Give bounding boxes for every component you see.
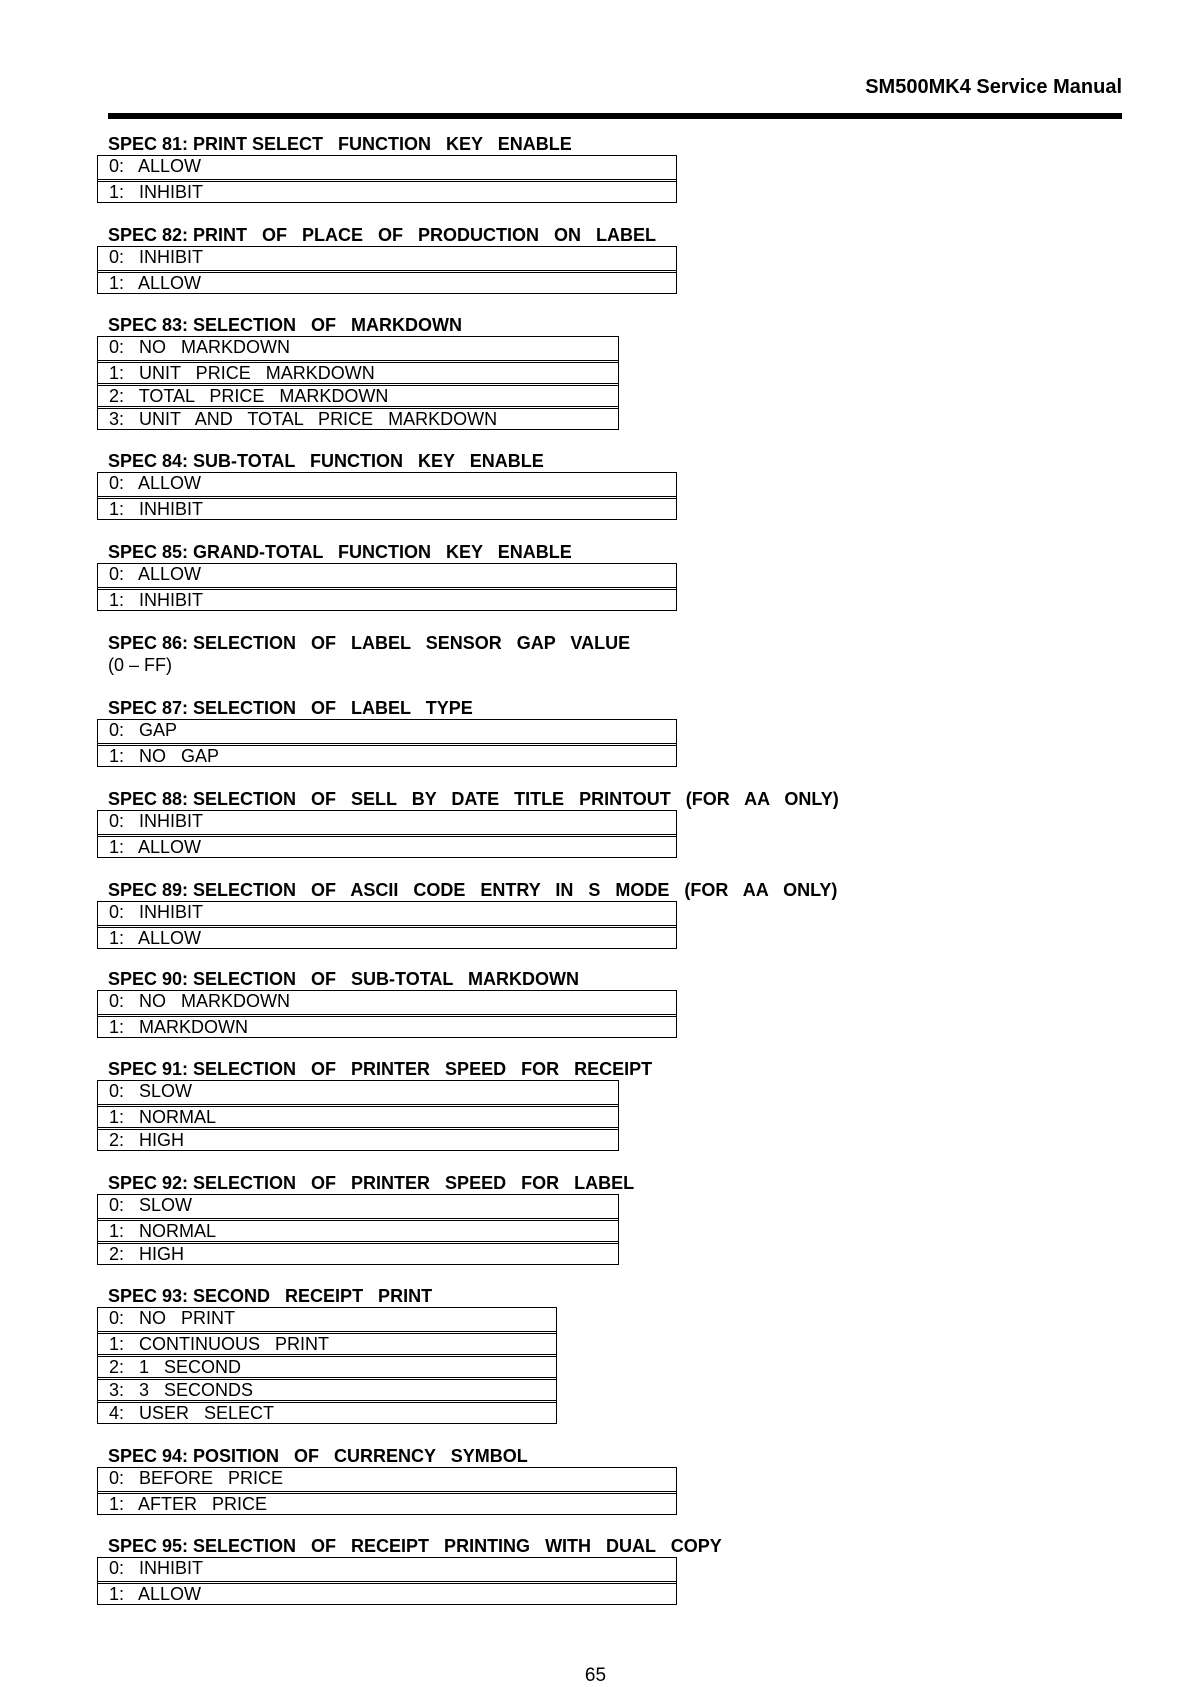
option-label: 2: 1 SECOND <box>109 1357 242 1377</box>
spec-title: SPEC 94: POSITION OF CURRENCY SYMBOL <box>108 1446 528 1466</box>
option-row <box>98 1014 676 1037</box>
option-label: 1: INHIBIT <box>109 182 204 202</box>
spec-options-table <box>97 155 677 203</box>
spec-options-table <box>97 990 677 1038</box>
option-row <box>98 1491 676 1514</box>
spec-title: SPEC 95: SELECTION OF RECEIPT PRINTING WITH DUAL COPY <box>108 1536 722 1556</box>
spec-title: SPEC 84: SUB-TOTAL FUNCTION KEY ENABLE <box>108 451 544 471</box>
spec-title: SPEC 87: SELECTION OF LABEL TYPE <box>108 698 473 718</box>
option-label: 4: USER SELECT <box>109 1403 275 1423</box>
option-row <box>98 1558 676 1581</box>
option-label: 1: UNIT PRICE MARKDOWN <box>109 363 375 383</box>
option-label: 3: UNIT AND TOTAL PRICE MARKDOWN <box>109 409 498 429</box>
option-row <box>98 1581 676 1604</box>
spec-title: SPEC 92: SELECTION OF PRINTER SPEED FOR LABEL <box>108 1173 635 1193</box>
option-label: 1: INHIBIT <box>109 590 204 610</box>
option-label: 1: AFTER PRICE <box>109 1494 268 1514</box>
option-row <box>98 473 676 496</box>
option-label: 1: NORMAL <box>109 1221 217 1241</box>
option-row <box>98 1081 618 1104</box>
option-row <box>98 1127 618 1150</box>
option-label: 0: ALLOW <box>109 156 202 176</box>
option-row <box>98 1377 556 1400</box>
option-label: 0: INHIBIT <box>109 902 204 922</box>
option-label: 1: MARKDOWN <box>109 1017 249 1037</box>
option-row <box>98 406 618 429</box>
option-row <box>98 156 676 179</box>
option-label: 3: 3 SECONDS <box>109 1380 254 1400</box>
option-label: 1: CONTINUOUS PRINT <box>109 1334 330 1354</box>
option-label: 0: ALLOW <box>109 564 202 584</box>
option-label: 0: NO PRINT <box>109 1308 236 1328</box>
spec-options-table <box>97 563 677 611</box>
page-header-title: SM500MK4 Service Manual <box>865 76 1122 98</box>
option-row <box>98 179 676 202</box>
spec-options-table <box>97 1194 619 1265</box>
option-row <box>98 1331 556 1354</box>
spec-options-table <box>97 336 619 430</box>
option-label: 0: INHIBIT <box>109 1558 204 1578</box>
option-row <box>98 587 676 610</box>
option-row <box>98 720 676 743</box>
spec-title: SPEC 93: SECOND RECEIPT PRINT <box>108 1286 433 1306</box>
option-label: 1: ALLOW <box>109 273 202 293</box>
option-label: 0: SLOW <box>109 1081 193 1101</box>
option-label: 0: ALLOW <box>109 473 202 493</box>
option-label: 1: ALLOW <box>109 837 202 857</box>
spec-title: SPEC 86: SELECTION OF LABEL SENSOR GAP VALUE <box>108 633 631 653</box>
option-label: 0: BEFORE PRICE <box>109 1468 284 1488</box>
option-label: 2: HIGH <box>109 1244 185 1264</box>
option-label: 0: SLOW <box>109 1195 193 1215</box>
option-label: 0: NO MARKDOWN <box>109 991 291 1011</box>
spec-options-table <box>97 719 677 767</box>
spec-title: SPEC 83: SELECTION OF MARKDOWN <box>108 315 463 335</box>
spec-options-table <box>97 1080 619 1151</box>
option-row <box>98 1468 676 1491</box>
option-row <box>98 925 676 948</box>
spec-title: SPEC 81: PRINT SELECT FUNCTION KEY ENABLE <box>108 134 572 154</box>
option-label: 0: NO MARKDOWN <box>109 337 291 357</box>
option-row <box>98 1104 618 1127</box>
option-row <box>98 991 676 1014</box>
option-row <box>98 1308 556 1331</box>
option-label: 0: GAP <box>109 720 178 740</box>
option-label: 2: TOTAL PRICE MARKDOWN <box>109 386 389 406</box>
spec-options-table <box>97 472 677 520</box>
option-label: 2: HIGH <box>109 1130 185 1150</box>
option-label: 1: NORMAL <box>109 1107 217 1127</box>
option-row <box>98 743 676 766</box>
spec-options-table <box>97 1557 677 1605</box>
spec-options-table <box>97 1467 677 1515</box>
option-row <box>98 902 676 925</box>
header-rule <box>108 113 1122 119</box>
spec-title: SPEC 91: SELECTION OF PRINTER SPEED FOR RECEIPT <box>108 1059 653 1079</box>
option-row <box>98 1195 618 1218</box>
spec-note: (0 – FF) <box>108 655 173 675</box>
option-row <box>98 360 618 383</box>
option-row <box>98 1241 618 1264</box>
spec-title: SPEC 89: SELECTION OF ASCII CODE ENTRY IN S MODE (FOR AA ONLY) <box>108 880 838 900</box>
spec-options-table <box>97 246 677 294</box>
option-row <box>98 834 676 857</box>
option-row <box>98 811 676 834</box>
option-label: 0: INHIBIT <box>109 811 204 831</box>
option-row <box>98 564 676 587</box>
option-row <box>98 496 676 519</box>
spec-options-table <box>97 810 677 858</box>
page-number: 65 <box>584 1665 607 1686</box>
option-row <box>98 337 618 360</box>
option-row <box>98 270 676 293</box>
option-row <box>98 1400 556 1423</box>
option-label: 1: ALLOW <box>109 1584 202 1604</box>
option-row <box>98 1218 618 1241</box>
option-label: 1: NO GAP <box>109 746 220 766</box>
spec-title: SPEC 90: SELECTION OF SUB-TOTAL MARKDOWN <box>108 969 580 989</box>
option-label: 1: INHIBIT <box>109 499 204 519</box>
option-label: 1: ALLOW <box>109 928 202 948</box>
spec-title: SPEC 88: SELECTION OF SELL BY DATE TITLE PRINTOUT (FOR AA ONLY) <box>108 789 839 809</box>
spec-options-table <box>97 901 677 949</box>
spec-title: SPEC 82: PRINT OF PLACE OF PRODUCTION ON LABEL <box>108 225 657 245</box>
spec-title: SPEC 85: GRAND-TOTAL FUNCTION KEY ENABLE <box>108 542 572 562</box>
option-row <box>98 1354 556 1377</box>
spec-options-table <box>97 1307 557 1424</box>
option-row <box>98 383 618 406</box>
option-row <box>98 247 676 270</box>
option-label: 0: INHIBIT <box>109 247 204 267</box>
